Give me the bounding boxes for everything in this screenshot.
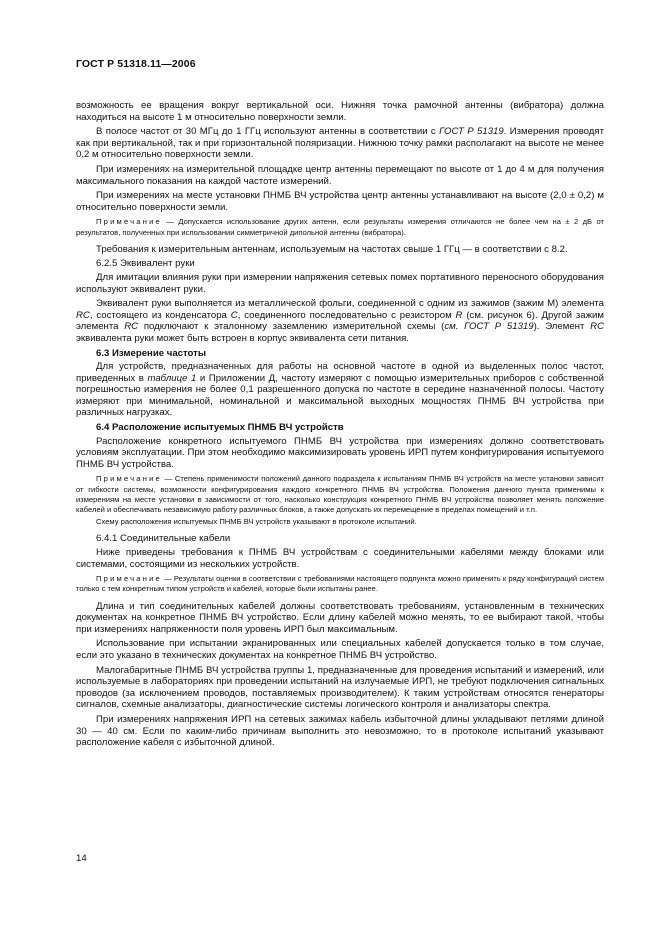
standard-reference: ГОСТ Р 51319 bbox=[439, 126, 504, 138]
paragraph-antenna-above-1ghz: Требования к измерительным антеннам, используемым на частотах свыше 1 ГГц — в соответствии с 8.2. bbox=[96, 243, 568, 255]
paragraph-cable-requirements: Ниже приведены требования к ПНМБ ВЧ устройствам с соединительными кабелями между блоками или системами, состоящими из нескольких устройств. bbox=[76, 547, 604, 570]
note-cable-results: Примечание — Результаты оценки в соответствии с требованиями настоящего подпункта можно применить к ряду конфигураций систем только с тем конкретным типом устройств и кабелей, которые были испытаны ранее. bbox=[76, 574, 604, 594]
paragraph-shielded-cables: Использование при испытании экранированных или специальных кабелей допускается только в том случае, если это указано в технических документах на конкретное ПНМБ ВЧ устройство. bbox=[76, 638, 604, 662]
paragraph-excess-cable: При измерениях напряжения ИРП на сетевых зажимах кабель избыточной длины укладывают петлями длиной 30 — 40 см. Если по каким-либо причинам выполнить это невозможно, то в протоколе испытаний указывают расположение кабеля с избыточной длиной. bbox=[76, 713, 604, 749]
paragraph-small-devices: Малогабаритные ПНМБ ВЧ устройства группы 1, предназначенные для проведения испытаний и измерений, или используемые в лабораториях при проведении испытаний на излучаемые ИРП, не требуют подключения сигнальных проводов (за исключением проводов, поставляемых производителем). К таким устройствам относятся генераторы сигналов, схемные анализаторы, диагностические системы логического контроля и анализаторы спектра. bbox=[76, 664, 604, 711]
section-heading-6-2-5: 6.2.5 Эквивалент руки bbox=[96, 258, 195, 270]
standard-reference: см. ГОСТ Р 51319 bbox=[444, 321, 534, 333]
page-number: 14 bbox=[76, 853, 87, 864]
section-heading-6-3: 6.3 Измерение частоты bbox=[96, 347, 207, 359]
paragraph-antenna-height-install: При измерениях на месте установки ПНМБ ВЧ устройства центр антенны устанавливают на высоте (2,0 ± 0,2) м относительно поверхности земли. bbox=[76, 190, 604, 213]
document-header: ГОСТ Р 51318.11—2006 bbox=[76, 58, 196, 70]
note-other-antennas: Примечание — Допускается использование других антенн, если результаты измерения отличаются не более чем на ± 2 дБ от результатов, полученных при использовании симметричной дипольной антенны (вибратора). bbox=[76, 217, 604, 237]
section-heading-6-4: 6.4 Расположение испытуемых ПНМБ ВЧ устройств bbox=[96, 422, 344, 434]
paragraph-antenna-rotation: возможность ее вращения вокруг вертикальной оси. Нижняя точка рамочной антенны (вибратора) должна находиться на высоте 1 м относительно поверхности земли. bbox=[76, 100, 604, 123]
paragraph-hand-construction: Эквивалент руки выполняется из металлической фольги, соединенной с одним из зажимов (зажим М) элемента RC, состоящего из конденсатора C, соединенного последовательно с резистором R (см. рисунок 6). Другой зажим элемента RC подключают к эталонному заземлению измерительной схемы (см. ГОСТ Р 51319). Элемент RC эквивалента руки может быть встроен в корпус эквивалента сети питания. bbox=[76, 298, 605, 344]
paragraph-frequency-measurement: Для устройств, предназначенных для работы на основной частоте в одной из выделенных полос частот, приведенных в таблице 1 и Приложении Д, частоту измеряют с помощью измерительных приборов с собственной погрешностью измерения не более 0,1 разрешенного допуска по частоте в середине назначенной полосы. Частоту измеряют при минимальной, номинальной и максимальной выходных мощностях ПНМБ ВЧ устройства при различных нагрузках. bbox=[76, 361, 604, 419]
section-heading-6-4-1: 6.4.1 Соединительные кабели bbox=[96, 533, 231, 545]
paragraph-device-placement: Расположение конкретного испытуемого ПНМБ ВЧ устройства при измерениях должно соответствовать условиям эксплуатации. При этом необходимо максимизировать уровень ИРП путем конфигурирования испытуемого ПНМБ ВЧ устройства. bbox=[76, 435, 604, 470]
document-page bbox=[76, 58, 604, 752]
paragraph-antenna-height-site: При измерениях на измерительной площадке центр антенны перемещают по высоте от 1 до 4 м для получения максимального показания на каждой частоте измерений. bbox=[76, 163, 604, 187]
paragraph-hand-simulation: Для имитации влияния руки при измерении напряжения сетевых помех портативного переносного оборудования используют эквивалент руки. bbox=[76, 271, 604, 295]
paragraph-cable-length: Длина и тип соединительных кабелей должны соответствовать требованиям, установленным в технических документах на конкретное ПНМБ ВЧ устройство. Если длину кабелей можно менять, то ее выбирают такой, чтобы при измерениях напряженности поля уровень ИРП был максимальным. bbox=[76, 600, 604, 635]
table-reference: таблице 1 bbox=[147, 372, 197, 384]
paragraph-antenna-band: В полосе частот от 30 МГц до 1 ГГц используют антенны в соответствии с ГОСТ Р 51319. Измерения проводят как при вертикальной, так и при горизонтальной поляризации. Нижнюю точку рамки располагают на высоте не менее 0,2 м относительно поверхности земли. bbox=[76, 126, 604, 161]
note-placement-protocol: Схему расположения испытуемых ПНМБ ВЧ устройств указывают в протоколе испытаний. bbox=[96, 517, 417, 527]
note-placement-applicability: Примечание — Степень применимости положений данного подраздела к испытаниям ПНМБ ВЧ устройств на месте установки зависит от гибкости системы, возможности конфигурирования каждого конкретного ПНМБ ВЧ устройства. Положения данного пункта применимы к измерениям на месте установки в зависимости от того, насколько конструкция конкретного ПНМБ ВЧ устройства позволяет менять положение кабелей и обеспечивать независимую работу различных блоков, а также допускать их перемещение в пределах помещений и т.п. bbox=[76, 474, 604, 515]
